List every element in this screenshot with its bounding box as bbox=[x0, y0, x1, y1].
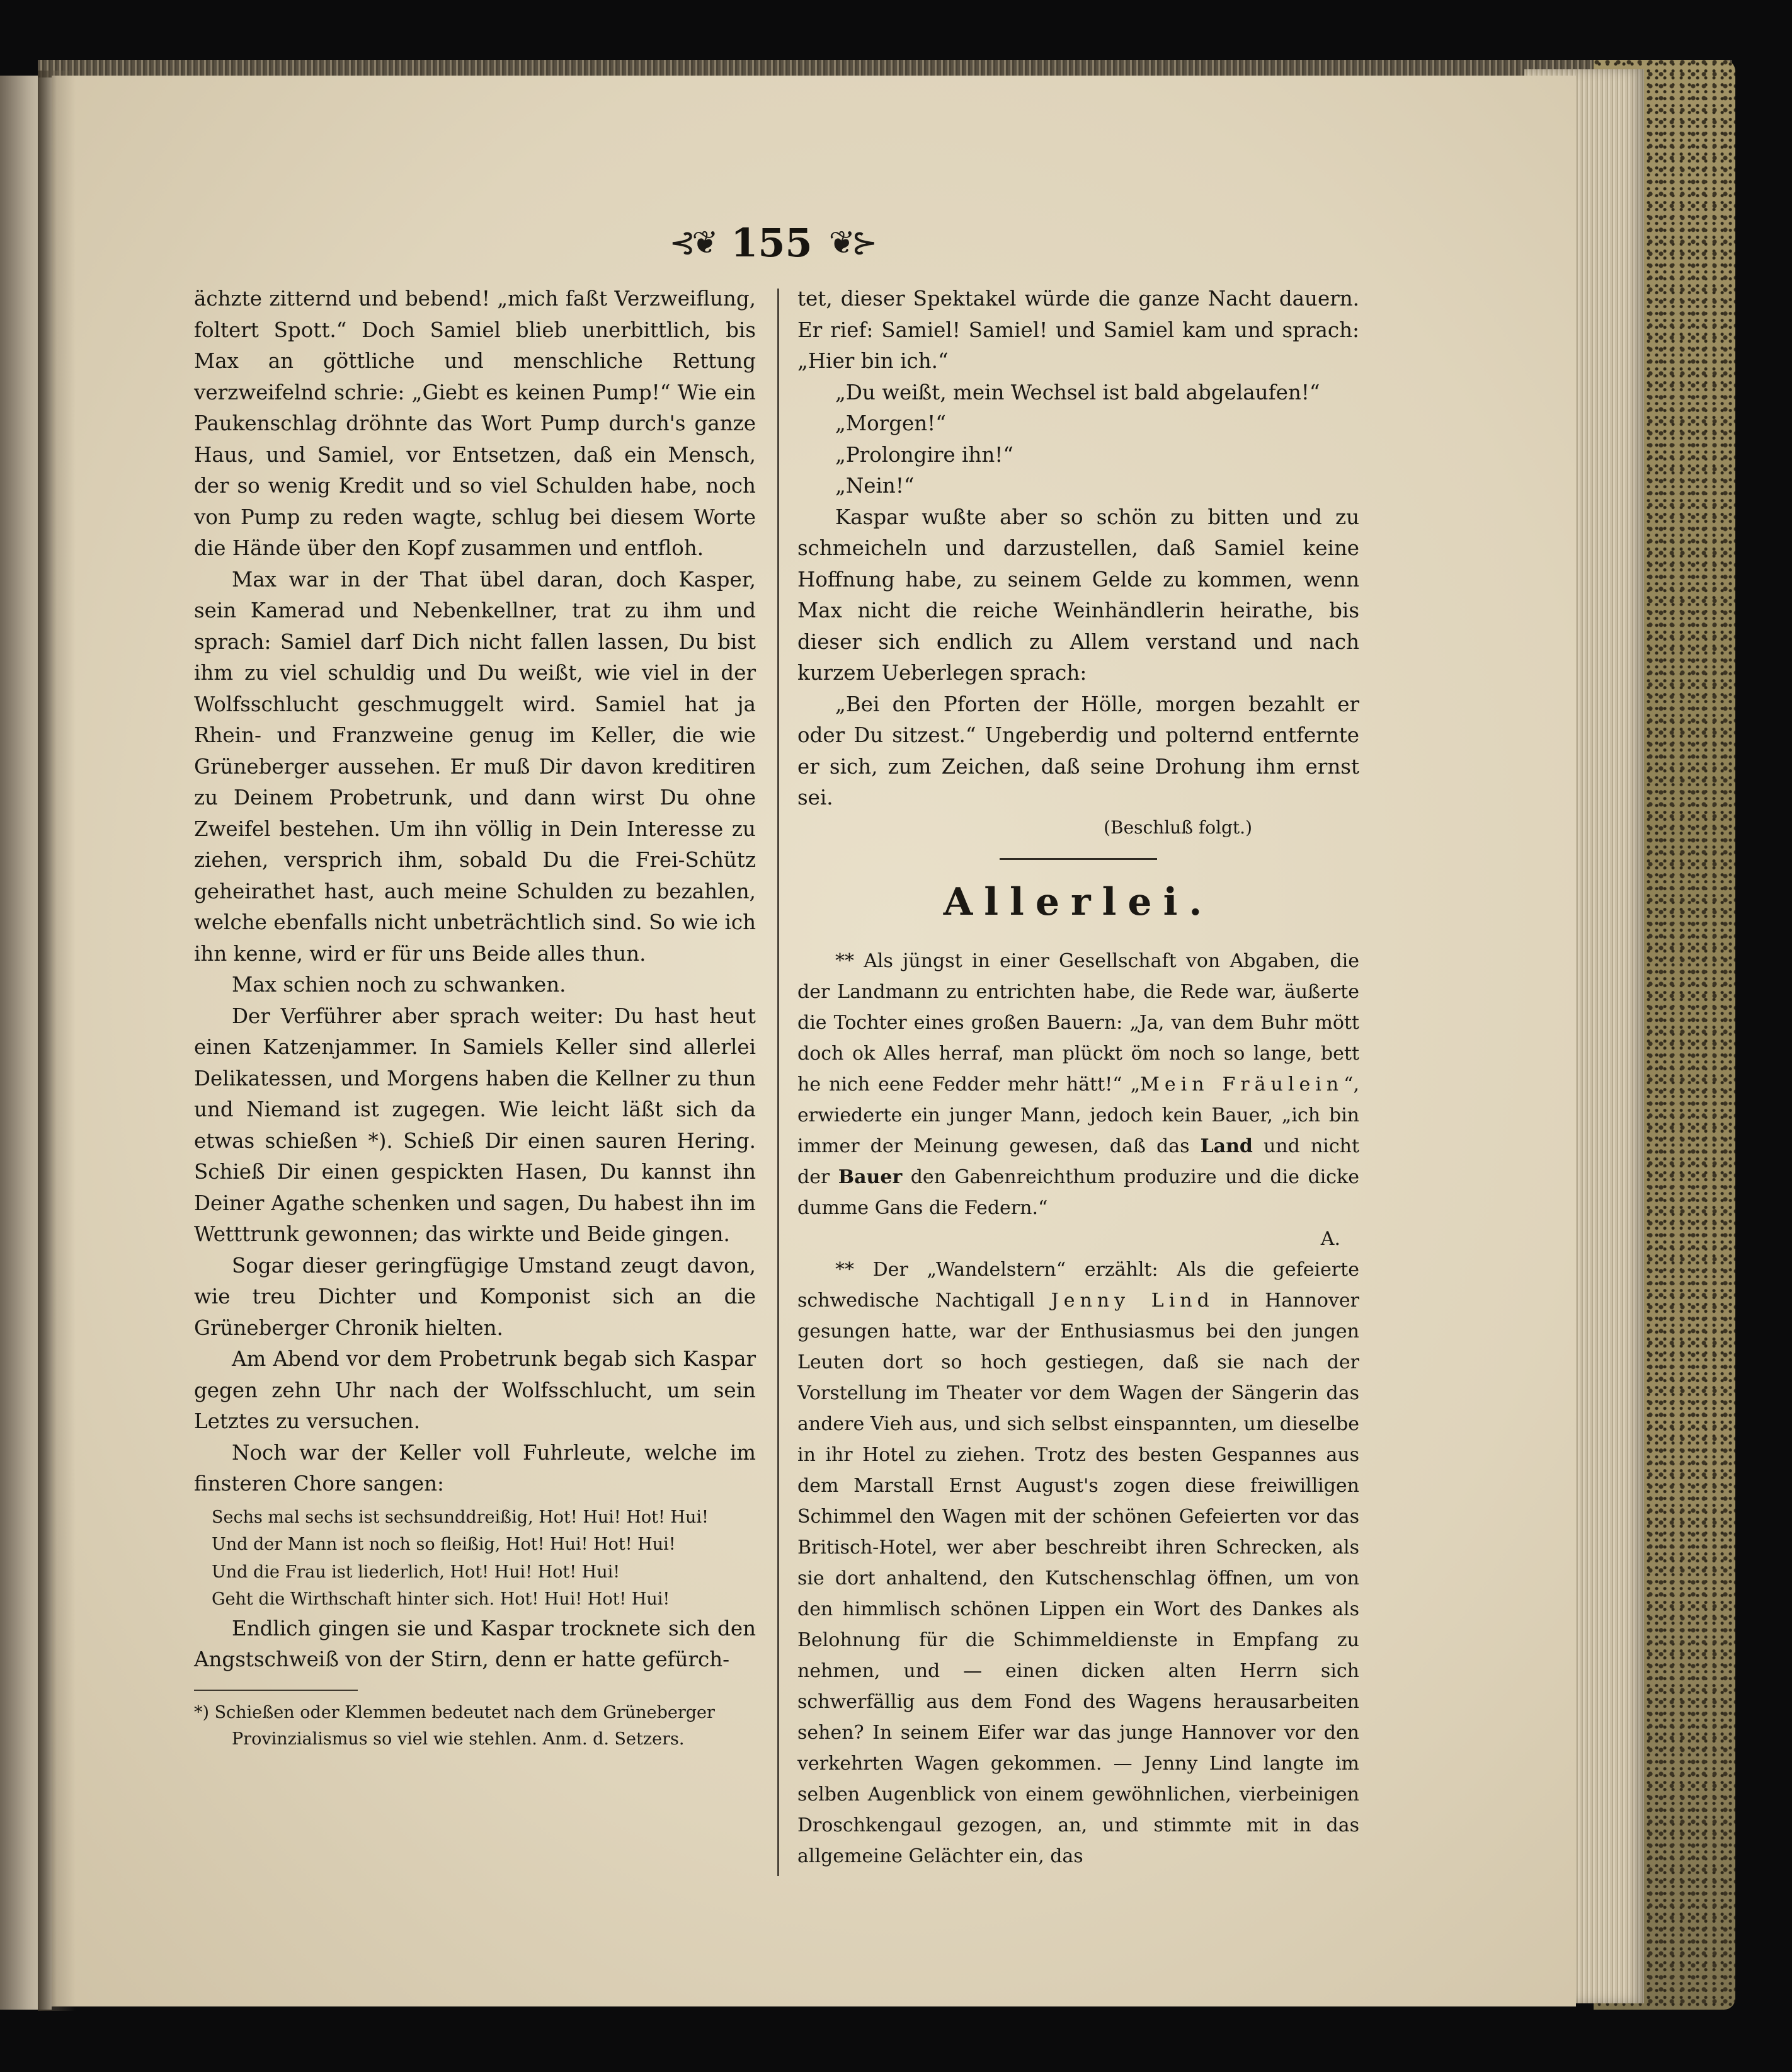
dialogue-line: „Nein!“ bbox=[835, 474, 915, 498]
item-text: und nicht der bbox=[797, 1135, 1359, 1188]
verse-line: Und der Mann ist noch so fleißig, Hot! Hui! Hot! Hui! bbox=[212, 1535, 676, 1554]
item-text: ** Der „Wandelstern“ erzählt: Als die gefeierte schwedische Nachtigall bbox=[797, 1258, 1359, 1312]
item-text: “, erwiederte ein junger Mann, jedoch kein Bauer, „ich bin immer der Meinung gewesen, daß das bbox=[797, 1073, 1359, 1157]
paragraph: Der Verführer aber sprach weiter: Du hast heut einen Katzenjammer. In Samiels Keller sind allerlei Delikatessen, und Morgens haben die Kellner zu thun und Niemand ist zugegen. Wie leicht läßt sich da etwas schießen *). Schieß Dir einen sauren Hering. Schieß Dir einen gespickten Hasen, Du kannst ihn Deiner Agathe schenken und sagen, Du habest ihn im Wetttrunk gewonnen; das wirkte und Beide gingen. bbox=[194, 1004, 756, 1246]
item-text-spaced: Jenny Lind bbox=[1051, 1289, 1214, 1312]
item-text-spaced: Mein Fräulein bbox=[1140, 1073, 1344, 1096]
dialogue-line: „Prolongire ihn!“ bbox=[835, 442, 1013, 467]
paragraph: Kaspar wußte aber so schön zu bitten und zu schmeicheln und darzustellen, daß Samiel keine Hoffnung habe, zu seinem Gelde zu kommen, wenn Max nicht die reiche Weinhändlerin heirathe, bis dieser sich endlich zu Allem verstand und nach kurzem Ueberlegen sprach: bbox=[797, 505, 1359, 685]
footnote-continuation: Provinzialismus so viel wie stehlen. Anm. d. Setzers. bbox=[232, 1729, 685, 1749]
news-item bbox=[797, 1254, 1359, 1872]
item-text-bold: Bauer bbox=[838, 1165, 903, 1188]
top-page-edges bbox=[38, 60, 1732, 77]
left-column bbox=[194, 283, 756, 1753]
paragraph: Noch war der Keller voll Fuhrleute, welche im finsteren Chore sangen: bbox=[194, 1440, 756, 1496]
paragraph: Endlich gingen sie und Kaspar trocknete sich den Angstschweiß von der Stirn, denn er hatte gefürch- bbox=[194, 1616, 756, 1671]
verse-line: Und die Frau ist liederlich, Hot! Hui! Hot! Hui! bbox=[212, 1562, 620, 1582]
paragraph: Am Abend vor dem Probetrunk begab sich Kaspar gegen zehn Uhr nach der Wolfsschlucht, um sein Letztes zu versuchen. bbox=[194, 1347, 756, 1433]
paragraph: Max war in der That übel daran, doch Kasper, sein Kamerad und Nebenkellner, trat zu ihm und sprach: Samiel darf Dich nicht fallen lassen, Du bist ihm zu viel schuldig und Du weißt, wie viel in der Wolfsschlucht geschmuggelt wird. Samiel hat ja Rhein- und Franzweine genug im Keller, die wie Grüneberger aussehen. Er muß Dir davon kreditiren zu Deinem Probetrunk, und dann wirst Du ohne Zweifel bestehen. Um ihn völlig in Dein Interesse zu ziehen, versprich ihm, sobald Du die Frei-Schütz geheirathet hast, auch meine Schulden zu bezahlen, welche ebenfalls nicht unbeträchtlich sind. So wie ich ihn kenne, wird er für uns Beide alles thun. bbox=[194, 567, 756, 966]
ornament-left-icon: ⊰❦ bbox=[669, 224, 715, 261]
page-header bbox=[624, 217, 920, 268]
paragraph: Max schien noch zu schwanken. bbox=[232, 973, 566, 997]
verse-line: Geht die Wirthschaft hinter sich. Hot! Hui! Hot! Hui! bbox=[212, 1589, 670, 1609]
section-title: Allerlei. bbox=[943, 879, 1214, 924]
right-column bbox=[797, 283, 1359, 1872]
verse-line: Sechs mal sechs ist sechsunddreißig, Hot! Hui! Hot! Hui! bbox=[212, 1507, 709, 1527]
item-text: in Hannover gesungen hatte, war der Enthusiasmus bei den jungen Leuten dort so hoch gestiegen, daß sie nach der Vorstellung im Theater vor dem Wagen der Sängerin das andere Vieh aus, und sich selbst einspannten, um dieselbe in ihr Hotel zu ziehen. Trotz des besten Gespannes aus dem Marstall Ernst August's zogen diese freiwilligen Schimmel den Wagen mit der schönen Gefeierten vor das Britisch-Hotel, wer aber beschreibt ihren Schrecken, als sie dort anhaltend, den Kutschenschlag öffnen, um von den himmlisch schönen Lippen ein Wort des Dankes als Belohnung für die Schimmeldienste in Empfang zu nehmen, und — einen dicken alten Herrn sich schwerfällig aus dem Fond des Wagens herausarbeiten sehen? In seinem Eifer war das junge Hannover vor den verkehrten Wagen gekommen. — Jenny Lind langte im selben Augenblick von einem gewöhnlichen, vierbeinigen Droschkengaul gezogen, an, und stimmte mit in das allgemeine Gelächter ein, das bbox=[797, 1289, 1359, 1867]
paragraph: ächzte zitternd und bebend! „mich faßt Verzweiflung, foltert Spott.“ Doch Samiel blieb unerbittlich, bis Max an göttliche und menschliche Rettung verzweifelnd schrie: „Giebt es keinen Pump!“ Wie ein Paukenschlag dröhnte das Wort Pump durch's ganze Haus, und Samiel, vor Entsetzen, daß ein Mensch, der so wenig Kredit und so viel Schulden habe, noch von Pump zu reden wagte, schlug bei diesem Worte die Hände über den Kopf zusammen und entfloh. bbox=[194, 287, 756, 560]
column-divider bbox=[777, 289, 779, 1876]
page-number: 155 bbox=[731, 219, 813, 266]
paragraph: Sogar dieser geringfügige Umstand zeugt davon, wie treu Dichter und Komponist sich an die Grüneberger Chronik hielten. bbox=[194, 1253, 756, 1340]
section-rule bbox=[1000, 858, 1157, 860]
paragraph: „Bei den Pforten der Hölle, morgen bezahlt er oder Du sitzest.“ Ungeberdig und polternd entfernte er sich, zum Zeichen, daß seine Drohung ihm ernst sei. bbox=[797, 692, 1359, 810]
dialogue-line: „Morgen!“ bbox=[835, 411, 946, 435]
paragraph: tet, dieser Spektakel würde die ganze Nacht dauern. Er rief: Samiel! Samiel! und Samiel kam und sprach: „Hier bin ich.“ bbox=[797, 287, 1359, 373]
continuation-note: (Beschluß folgt.) bbox=[1104, 816, 1252, 838]
ornament-right-icon: ❦⊱ bbox=[828, 224, 874, 261]
item-text: ** Als jüngst in einer Gesellschaft von Abgaben, die der Landmann zu entrichten habe, die Rede war, äußerte die Tochter eines großen Bauern: „Ja, van dem Buhr mött doch ok Alles herraf, man plückt öm noch so lange, bett he nich eene Fedder mehr hätt!“ „ bbox=[797, 949, 1359, 1096]
footnote: *) Schießen oder Klemmen bedeutet nach dem Grüneberger bbox=[194, 1702, 715, 1722]
song-verse bbox=[212, 1504, 756, 1613]
gutter-shadow bbox=[38, 71, 76, 2011]
item-text-bold: Land bbox=[1200, 1135, 1253, 1157]
item-signature: A. bbox=[1320, 1227, 1340, 1250]
dialogue-line: „Du weißt, mein Wechsel ist bald abgelaufen!“ bbox=[835, 380, 1320, 404]
news-item bbox=[797, 946, 1359, 1254]
item-text: den Gabenreichthum produzire und die dicke dumme Gans die Federn.“ bbox=[797, 1165, 1359, 1219]
footnote-rule bbox=[194, 1690, 358, 1691]
